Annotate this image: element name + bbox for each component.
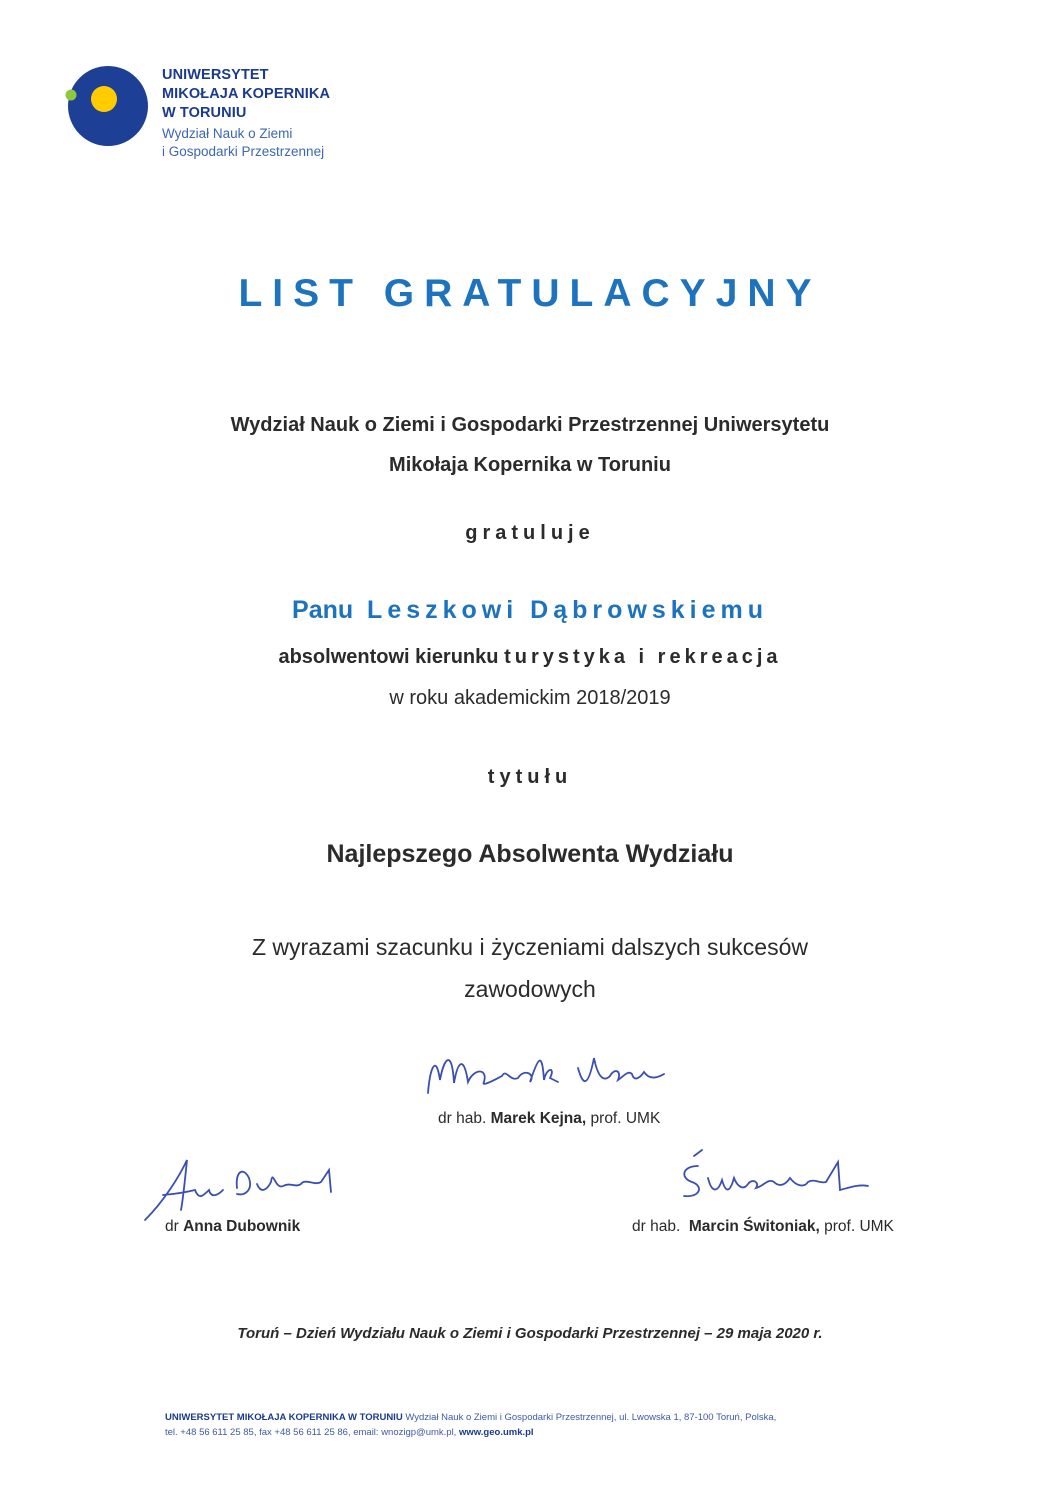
wishes: [0, 926, 1060, 1010]
document-title: LIST GRATULACYJNY: [238, 272, 822, 315]
signature-prefix: dr hab.: [438, 1110, 487, 1127]
wishes-line: zawodowych: [464, 976, 596, 1002]
signature-name: Marcin Świtoniak,: [688, 1218, 820, 1235]
logo-faculty-line: Wydział Nauk o Ziemi: [162, 126, 293, 141]
signature-kejna: [438, 1110, 660, 1128]
recipient-name: Leszkowi Dąbrowskiemu: [367, 596, 768, 624]
signature-prefix: dr hab.: [632, 1218, 681, 1235]
recipient: [0, 596, 1060, 625]
signature-switoniak: [632, 1218, 894, 1236]
congratulates-word: gratuluje: [465, 522, 595, 544]
program: [0, 646, 1060, 669]
contact-website-link[interactable]: www.geo.umk.pl: [458, 1427, 534, 1438]
logo-name-line: UNIWERSYTET: [162, 67, 269, 83]
title-word: tytułu: [487, 766, 573, 788]
academic-year: w roku akademickim 2018/2019: [389, 687, 671, 709]
date-place-line: Toruń – Dzień Wydziału Nauk o Ziemi i Gospodarki Przestrzennej – 29 maja 2020 r.: [237, 1325, 823, 1342]
award-title: Najlepszego Absolwenta Wydziału: [326, 840, 734, 868]
umk-logo-icon: [62, 62, 152, 152]
logo-name-line: MIKOŁAJA KOPERNIKA: [162, 86, 331, 102]
issuer-line: Mikołaja Kopernika w Toruniu: [389, 454, 671, 476]
signature-name: Marek Kejna,: [490, 1110, 587, 1127]
signature-switoniak-icon: [668, 1148, 888, 1208]
logo-faculty-line: i Gospodarki Przestrzennej: [162, 144, 325, 159]
signature-kejna-icon: [418, 1038, 698, 1108]
signature-suffix: prof. UMK: [590, 1110, 661, 1127]
signature-name: Anna Dubownik: [183, 1218, 301, 1235]
logo-text: [162, 66, 330, 161]
contact-phone-email: tel. +48 56 611 25 85, fax +48 56 611 25 86, email: wnozigp@umk.pl,: [165, 1427, 457, 1438]
signature-prefix: dr: [165, 1218, 179, 1235]
contact-info: [165, 1410, 776, 1440]
contact-university: UNIWERSYTET MIKOŁAJA KOPERNIKA W TORUNIU: [165, 1412, 403, 1423]
issuer-line: Wydział Nauk o Ziemi i Gospodarki Przestrzennej Uniwersytetu: [230, 414, 830, 436]
issuer: [0, 405, 1060, 485]
signature-suffix: prof. UMK: [824, 1218, 894, 1235]
program-name: turystyka i rekreacja: [504, 646, 782, 668]
logo-name-line: W TORUNIU: [162, 105, 247, 121]
signature-dubownik: [165, 1218, 300, 1236]
contact-address: Wydział Nauk o Ziemi i Gospodarki Przestrzennej, ul. Lwowska 1, 87-100 Toruń, Polska,: [405, 1412, 777, 1423]
wishes-line: Z wyrazami szacunku i życzeniami dalszych sukcesów: [251, 934, 808, 960]
recipient-salutation: Panu: [292, 596, 354, 624]
program-prefix: absolwentowi kierunku: [278, 646, 499, 668]
